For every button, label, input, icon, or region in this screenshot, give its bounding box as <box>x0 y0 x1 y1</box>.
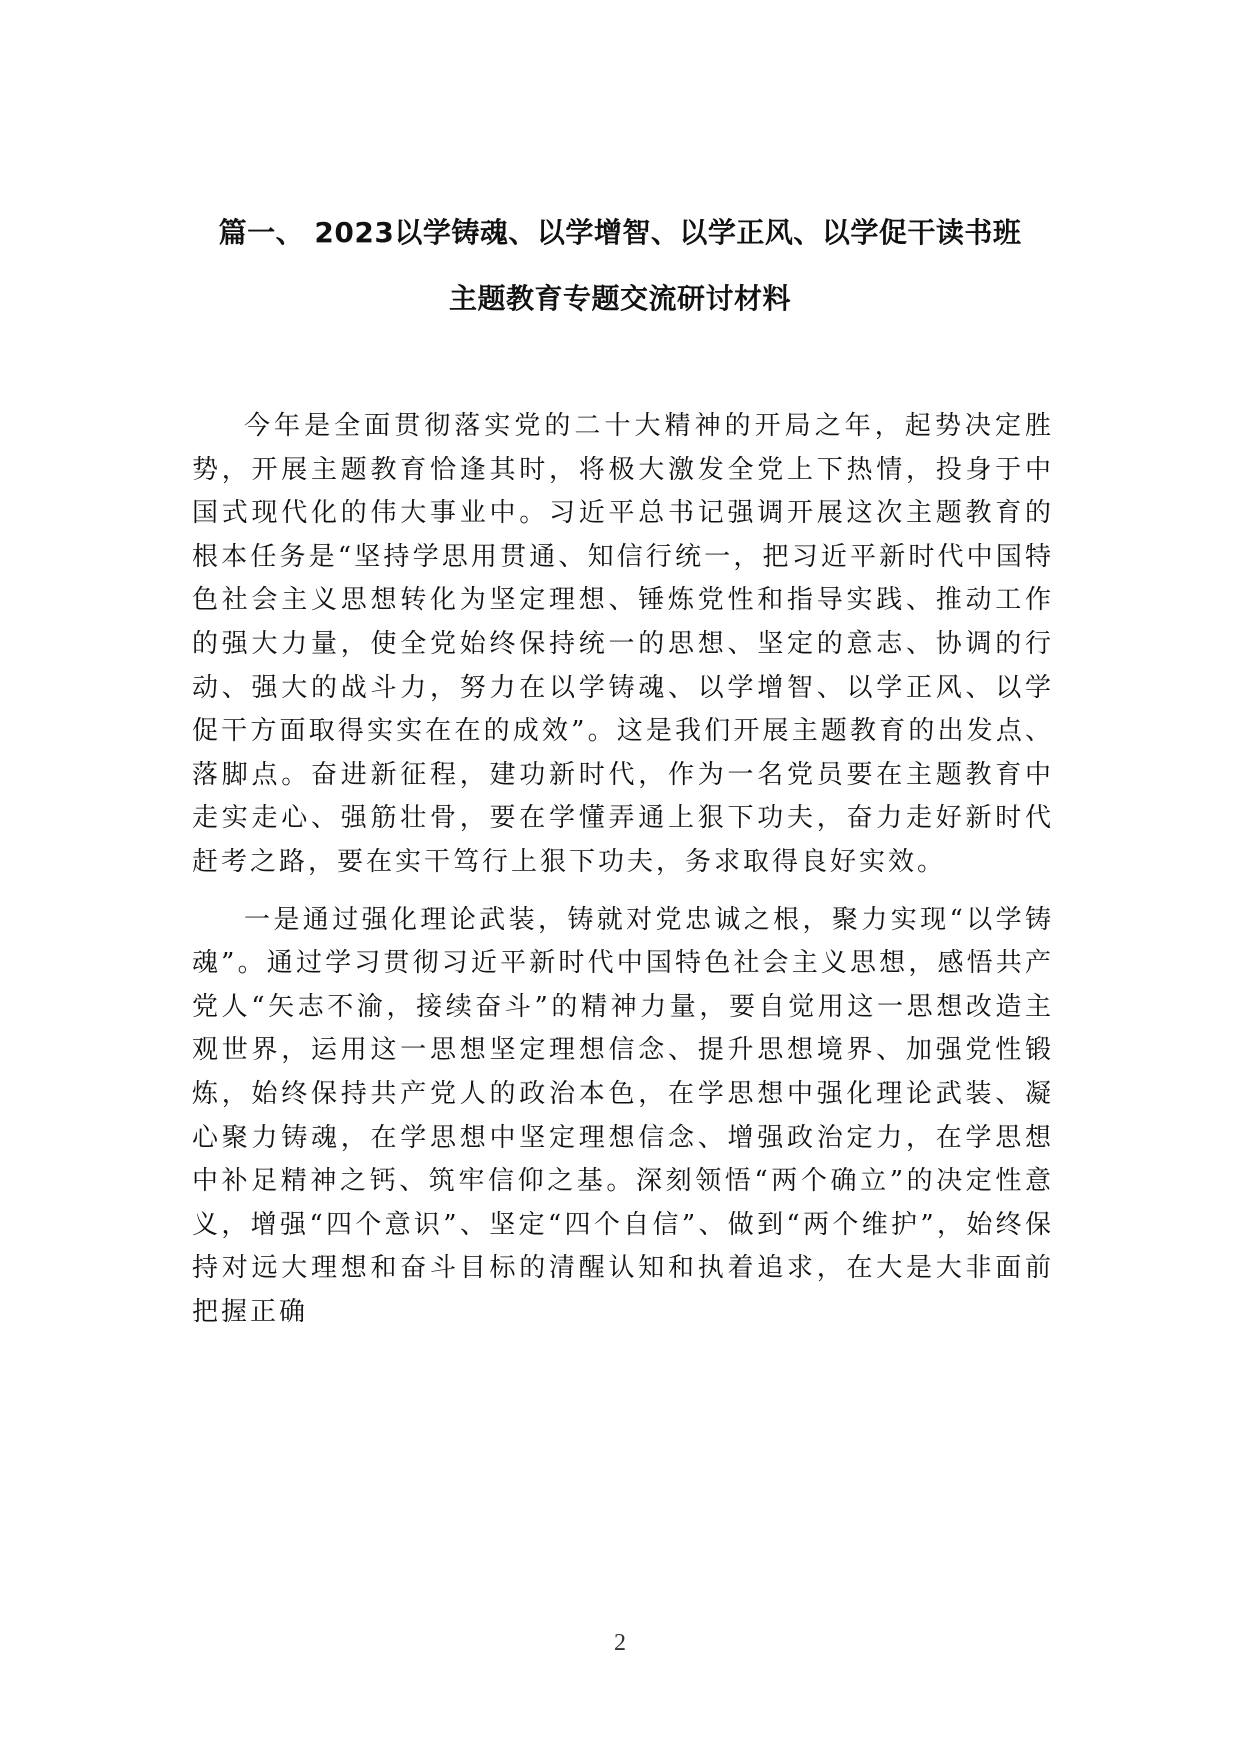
document-title <box>150 200 1090 332</box>
document-body <box>192 405 1054 1334</box>
title-line-2: 主题教育专题交流研讨材料 <box>448 282 791 315</box>
title-line-1: 篇一、 2023以学铸魂、以学增智、以学正风、以学促干读书班 <box>218 216 1022 249</box>
paragraph-2: 一是通过强化理论武装，铸就对党忠诚之根，聚力实现“以学铸魂”。通过学习贯彻习近平新时代中国特色社会主义思想，感悟共产党人“矢志不渝，接续奋斗”的精神力量，要自觉用这一思想改造主观世界，运用这一思想坚定理想信念、提升思想境界、加强党性锻炼，始终保持共产党人的政治本色，在学思想中强化理论武装、凝心聚力铸魂，在学思想中坚定理想信念、增强政治定力，在学思想中补足精神之钙、筑牢信仰之基。深刻领悟“两个确立”的决定性意义，增强“四个意识”、坚定“四个自信”、做到“两个维护”，始终保持对远大理想和奋斗目标的清醒认知和执着追求，在大是大非面前把握正确 <box>192 904 1054 1327</box>
page-number: 2 <box>614 1630 626 1656</box>
paragraph-1: 今年是全面贯彻落实党的二十大精神的开局之年，起势决定胜势，开展主题教育恰逢其时，将极大激发全党上下热情，投身于中国式现代化的伟大事业中。习近平总书记强调开展这次主题教育的根本任务是“坚持学思用贯通、知信行统一，把习近平新时代中国特色社会主义思想转化为坚定理想、锤炼党性和指导实践、推动工作的强大力量，使全党始终保持统一的思想、坚定的意志、协调的行动、强大的战斗力，努力在以学铸魂、以学增智、以学正风、以学促干方面取得实实在在的成效”。这是我们开展主题教育的出发点、落脚点。奋进新征程，建功新时代，作为一名党员要在主题教育中走实走心、强筋壮骨，要在学懂弄通上狠下功夫，奋力走好新时代赶考之路，要在实干笃行上狠下功夫，务求取得良好实效。 <box>192 411 1054 877</box>
